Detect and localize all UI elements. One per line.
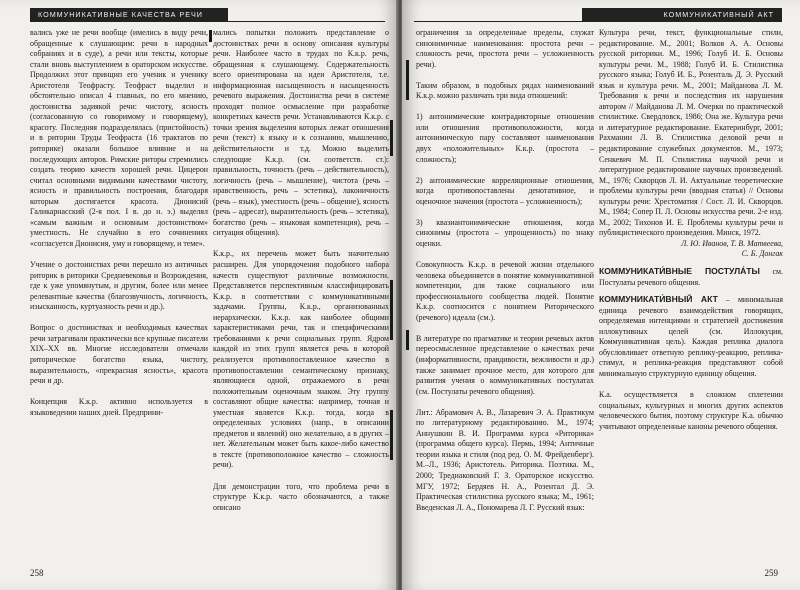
text-block: вались уже не речи вообще (имелись в виду речи, обращенные к слушающим: речи в народных собраниях и в суде), а речи или тексты, которые стали вновь выступлением в ораторском искусстве. Продолжил этот принцип его ученик и ученику Аристотеля Теофрасту. Теофраст выделил и обстоятельно описал 4 главных, по его мнению, достоинства задиякой речи: чистоту, ясность (согласованную со говоримому и говорящему), красоту. Последняя подразделялась (пристойность) и в ритории Труды Теофраста (16 трактатов по риторике) оказали большое влияние и на последующих авторов. Римские риторы стремились создать теорию качеств хорошей речи. Цицерон считал основными видимыми качествами чистоту, ясность и правильность построения, благодаря которым достигается красота. Дионисий Галикарнасский (2-я пол. I в. до н. э.) выделял «самым важным и основным достоинством» уместность. Не случайно в его сочинениях «согласуется Дионисия, уму и говорящему, и теме». Учение о достоинствах речи перешло из античных риторик в риторики Средневековья и Возрождения, где к уже упомянутым, и другим, более или менее релевантные качества (благозвучность, логичность, изысканность, куртуазность речи и др.). Вопрос о достоинствах и необходимых качествах речи затрагивали практически все крупные писатели XIX–XX вв. Многие исследователи отмечали риторическое богатство языка, чистоту, выразительность, «прекрасная ясность», красота речи и др. Концепция К.к.р. активно используется в языковедении наших дней. Предприни- <box>30 28 208 417</box>
header-rule <box>30 21 385 22</box>
entry-term: КОММУНИКАТИ́ВНЫЙ АКТ <box>599 294 718 305</box>
entry-communicative-postulates <box>599 266 783 288</box>
margin-marker <box>390 120 393 156</box>
right-column-1 <box>416 28 594 568</box>
running-header: КОММУНИКАТИВНЫЙ АКТ <box>582 8 782 22</box>
left-page <box>0 0 398 590</box>
running-header: КОММУНИКАТИВНЫЕ КАЧЕСТВА РЕЧИ <box>30 8 228 22</box>
entry-communicative-act <box>599 294 783 432</box>
margin-marker <box>390 280 393 340</box>
entry-term: КОММУНИКАТИ́ВНЫЕ ПОСТУЛА́ТЫ <box>599 266 760 277</box>
right-page <box>402 0 800 590</box>
left-column-1 <box>30 28 208 556</box>
margin-marker <box>209 30 212 42</box>
entry-text: см. Постулаты речевого общения. <box>599 267 783 287</box>
entry-text: – минимальная единица речевого взаимодействия говорящих, определяемая интенциями и стратегией достижения иллокутивных целей (см. Иллокуция, Коммуникативная цель). Каждая реплика диалога обусловливает ответную реплику-реакцию, реплика-стимул, и реплика-реакция представляют собой минимальную структурную единицу общения. К.а. осуществляется в сложном сплетении социальных, культурных и многих других аспектов человеческого бытия, поэтому структуре К.а. обычно учитывают определенные каноны речевого общения. <box>599 295 783 431</box>
page-number: 259 <box>764 568 778 578</box>
margin-marker <box>406 60 409 100</box>
right-column-2 <box>599 28 783 588</box>
page-number: 258 <box>30 568 44 578</box>
margin-marker <box>390 410 393 460</box>
text-block: ограничения за определенные пределы, служат синонимичные наименования: простота речи – сложность речи, простота речи – усложненность речи). Таким образом, в подобных рядах наименований К.к.р. можно различать три вида отношений: 1) антонимические контрадикторные отношения или отношения противоположности, когда антонимическую пару составляют наименования двух «положительных» К.к.р. (простота – сложность); 2) антонимические корреляционные отношения, когда противопоставлены денотативное, и оценочное значения (простота – усложненность); 3) квазиантонимические отношения, когда синонимы (простота – упрощенность) по знаку оценки. Совокупность К.к.р. в речевой жизни отдельного человека объединяется в понятие коммуникативной компетенции, для также социального или профессионального сообщества людей. Понятие К.к.р. соотносится с понятием Риторического (речевого) идеала (см.). В литературе по прагматике и теории речевых актов переосмысленное представление о качествах речи (информативности, правдивости, вежливости и др.) также занимает прочное место, для которого для развития учения о коммуникативных постулатах (см. Постулаты речевого общения). Лит.: Абрамович А. В., Лазаревич Э. А. Практикум по литературному редактированию. М., 1974; Аннушкин В. И. Программа курса «Риторика» (программа общего курса). Пермь, 1994; Античные теории языка и стиля (под ред. О. М. Фрейденберг). М.–Л., 1936; Аристотель. Риторика. Поэтика. М., 2000; Тредиаковский Г. З. Ораторское искусство. МГУ, 1972; Бердяев Н. А., Розентал Д. Э. Практическая стилистика русского языка; М., 1961; Введенская Л. А., Пономарева Л. Г. Русский язык: <box>416 28 594 512</box>
left-column-2 <box>213 28 389 556</box>
author-signature: Л. Ю. Иванов, Т. В. Матвеева, <box>680 238 783 248</box>
header-rule <box>414 21 782 22</box>
text-block: Культура речи, текст, функциональные стили, редактирование. М., 2001; Волков А. А. Основы русской риторики. М., 1996; Голуб И. Б. Основы культуры речи. М., 1988; Голуб И. Б. Стилистика русского языка; Голуб И. Б., Розенталь Д. Э. Русский язык и культура речи. М., 2001; Майданова Л. М. Требования к речи и последствия их нарушения автором // Майданова Л. М. Очерки по практической стилистике. Свердловск, 1986; Она же. Культура речи и литературное редактирование. Екатеринбург, 2001; Рахманин Л. В. Стилистика деловой речи и редактирование служебных документов. М., 1973; Сенкевич М. П. Стилистика научной речи и литературное редактирование научных произведений. М., 1976; Скворцов Л. И. Актуальные теоретические проблемы культуры речи (вводная статья) // Основы культуры речи: Хрестоматия / Сост. Л. И. Скворцов. М., 1984; Сопер П. Л. Основы искусства речи. 2-е изд. М., 2002; Тихонов И. Е. Проблемы культуры речи и публицистического произведения. Минск, 1972. <box>599 28 783 238</box>
margin-marker <box>406 330 409 350</box>
author-signature: С. Б. Донгак <box>741 249 783 259</box>
text-block: мались попытки положить представление о достоинствах речи в основу описания культуры речи. Наиболее часто в трудах по К.к.р. речь, обращенная к слушающему. Содержательность всего ориентирована на идеи Аристотеля, т.е. информационная насыщенность и насыщенность речевого выражения. Достоинства речи в системе проходят полное осмысление при разработке конкретных качеств речи. Устанавливаются К.к.р. с точки зрения выделения которых лежат отношения речи (текст) к языку и к сознанию, мышлению, действительности и т.д. Можно выделить следующие К.к.р. (см. соответств. ст.): правильность, точность (речь – действительность), логичность (речь – мышление), чистота (речь – нравственность, речь – эстетика), лаконичность (речь – язык), уместность (речь – общение), ясность (речь – адресат), выразительность (речь – эстетика), богатство (речь – языковая компетенция), речь – ситуация общения). К.к.р., их перечень может быть значительно расширен. Для упорядочения подобного набора качеств существуют различные возможности. Представляется перспективным классифицировать К.к.р. в соответствии с коммуникативными задачами. Группы, К.к.р., организованных иерархически. К.к.р. как наиболее общими характеристиками речи, так и специфическими требованиями к речи социальных групп. Ядром каждой из этих групп является речь в которой реализуется противопоставленное качество в противопоставлении семантическому признаку, являющиеся одной, отражаемого в речи положительным оценочным знаком. Эту группу составляют общие качества: например, точная и уместная является К.к.р. тогда, когда в определенных условиях (напр., в описании предметов и явлений) оно желательно, а в других – нет. Желательным может быть какое-либо качество в тексте (противоположное качество – сложность речи). Для демонстрации того, что проблема речи в структуре К.к.р. часто обозначаются, а также описано <box>213 28 389 512</box>
